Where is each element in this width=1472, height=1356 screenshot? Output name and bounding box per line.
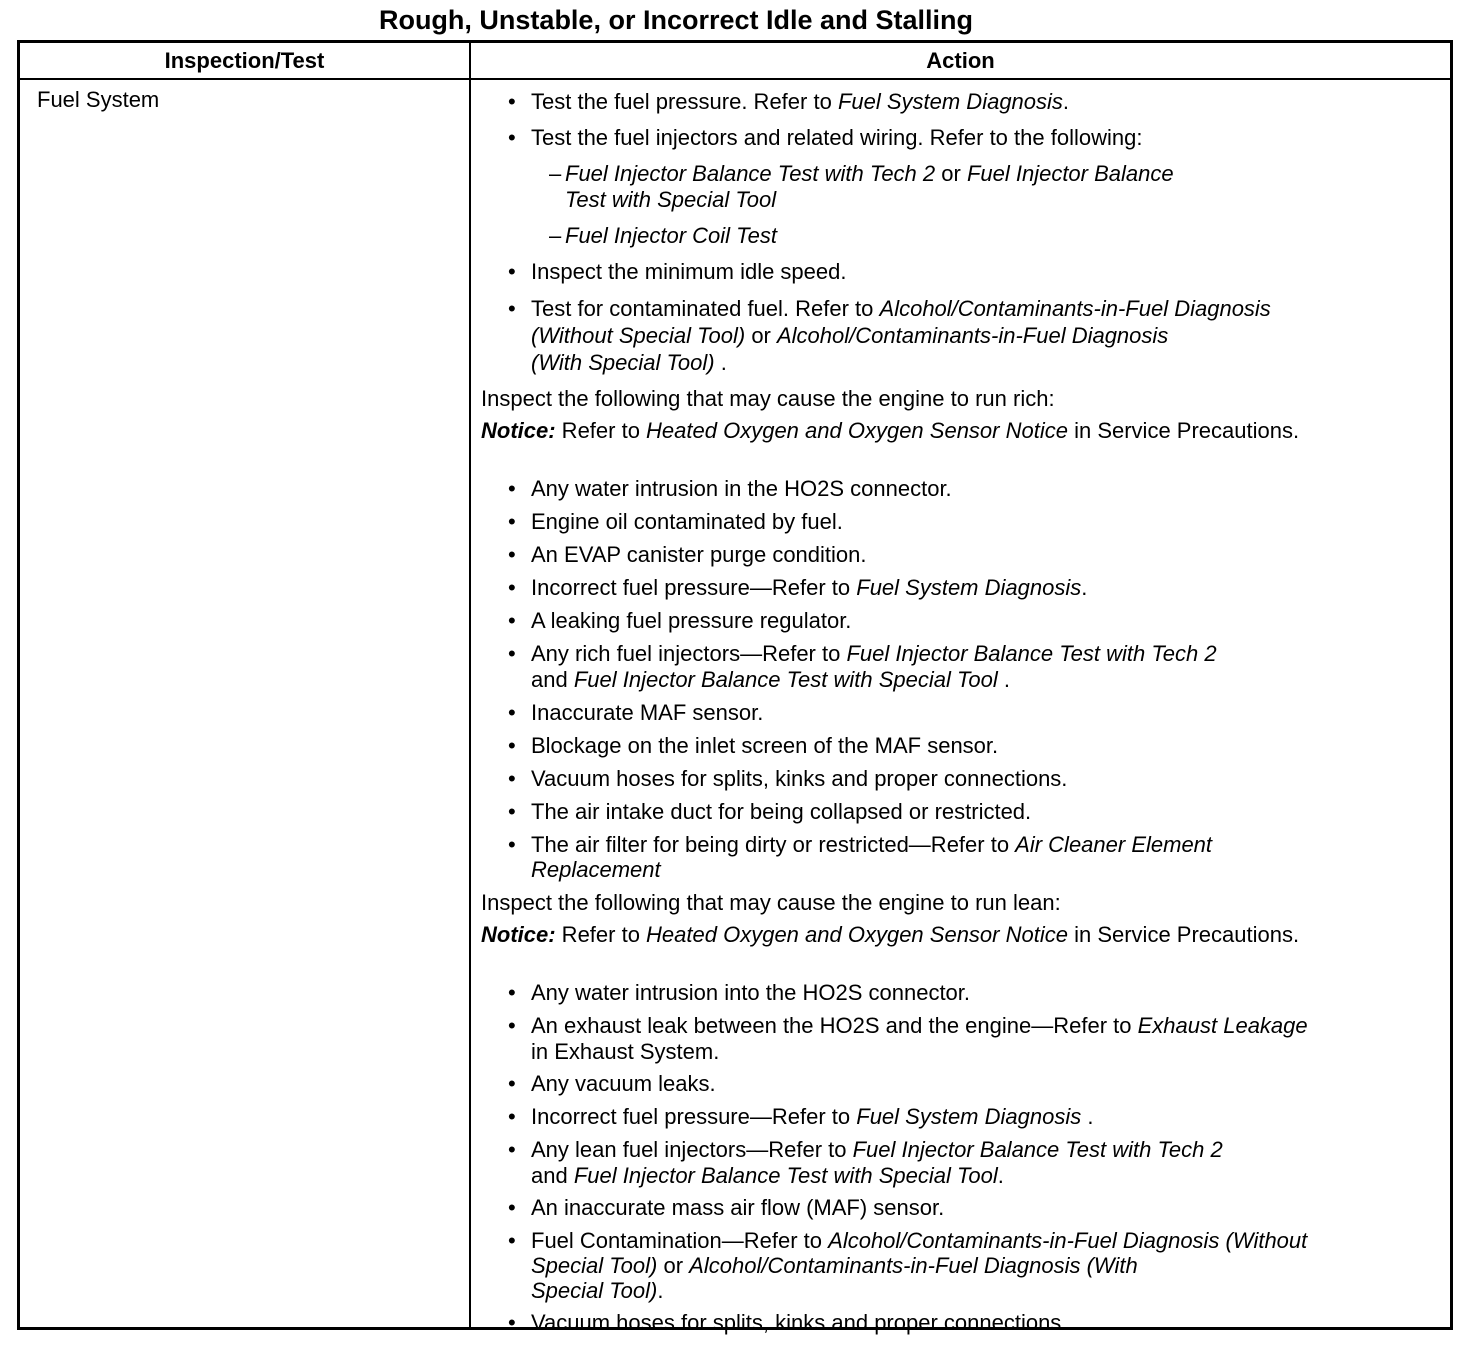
lean-intro: Inspect the following that may cause the engine to run lean: xyxy=(481,890,1061,915)
list-item: • An inaccurate mass air flow (MAF) sensor. xyxy=(481,1195,1444,1221)
list-item: • The air filter for being dirty or restricted—Refer to Air Cleaner Element Replacement xyxy=(481,832,1444,882)
page-title: Rough, Unstable, or Incorrect Idle and Stalling xyxy=(378,5,974,35)
rich-intro: Inspect the following that may cause the engine to run rich: xyxy=(481,386,1055,411)
list-item: • An exhaust leak between the HO2S and the engine—Refer to Exhaust Leakage in Exhaust System. xyxy=(481,1013,1444,1065)
sub-list-item: – Fuel Injector Coil Test xyxy=(481,223,1444,249)
diagnostic-table xyxy=(17,40,1453,1335)
list-item: • Any vacuum leaks. xyxy=(481,1071,1444,1097)
list-item: • Test the fuel injectors and related wiring. Refer to the following: xyxy=(481,125,1444,151)
action-cell xyxy=(481,81,1444,1336)
rich-notice: Notice: Refer to Heated Oxygen and Oxygen Sensor Notice in Service Precautions. xyxy=(481,418,1300,443)
list-item: • Inaccurate MAF sensor. xyxy=(481,700,1444,726)
column-divider xyxy=(469,43,471,1327)
header-divider xyxy=(20,78,1450,80)
list-item: • Inspect the minimum idle speed. xyxy=(481,259,1444,285)
lean-notice: Notice: Refer to Heated Oxygen and Oxygen Sensor Notice in Service Precautions. xyxy=(481,922,1300,947)
list-item: • Any water intrusion in the HO2S connector. xyxy=(481,476,1444,502)
list-item: • An EVAP canister purge condition. xyxy=(481,542,1444,568)
sub-list-item: – Fuel Injector Balance Test with Tech 2 or Fuel Injector Balance Test with Special Tool xyxy=(481,161,1444,213)
list-item: • Vacuum hoses for splits, kinks and proper connections. xyxy=(481,1310,1444,1336)
list-item: • Blockage on the inlet screen of the MAF sensor. xyxy=(481,733,1444,759)
inspection-cell: Fuel System xyxy=(37,87,160,112)
list-item: • Vacuum hoses for splits, kinks and proper connections. xyxy=(481,766,1444,792)
list-item: • The air intake duct for being collapsed or restricted. xyxy=(481,799,1444,825)
list-item: • Test for contaminated fuel. Refer to Alcohol/Contaminants-in-Fuel Diagnosis (Without Special Tool) or Alcohol/Contaminants-in-Fuel Diagnosis (With Special Tool) . xyxy=(481,295,1444,376)
header-action: Action xyxy=(926,48,995,73)
list-item: • Any water intrusion into the HO2S connector. xyxy=(481,980,1444,1006)
list-item: • Incorrect fuel pressure—Refer to Fuel System Diagnosis. xyxy=(481,575,1444,601)
list-item: • Engine oil contaminated by fuel. xyxy=(481,509,1444,535)
list-item: • Incorrect fuel pressure—Refer to Fuel System Diagnosis . xyxy=(481,1104,1444,1130)
list-item: • Any rich fuel injectors—Refer to Fuel Injector Balance Test with Tech 2 and Fuel Injector Balance Test with Special Tool . xyxy=(481,641,1444,693)
list-item: • Any lean fuel injectors—Refer to Fuel Injector Balance Test with Tech 2 and Fuel Injector Balance Test with Special Tool. xyxy=(481,1137,1444,1189)
list-item: • A leaking fuel pressure regulator. xyxy=(481,608,1444,634)
header-inspection-test: Inspection/Test xyxy=(164,48,325,73)
list-item: • Test the fuel pressure. Refer to Fuel System Diagnosis. xyxy=(481,89,1444,115)
list-item: • Fuel Contamination—Refer to Alcohol/Contaminants-in-Fuel Diagnosis (Without Special Tool) or Alcohol/Contaminants-in-Fuel Diagnosis (With Special Tool). xyxy=(481,1228,1444,1303)
